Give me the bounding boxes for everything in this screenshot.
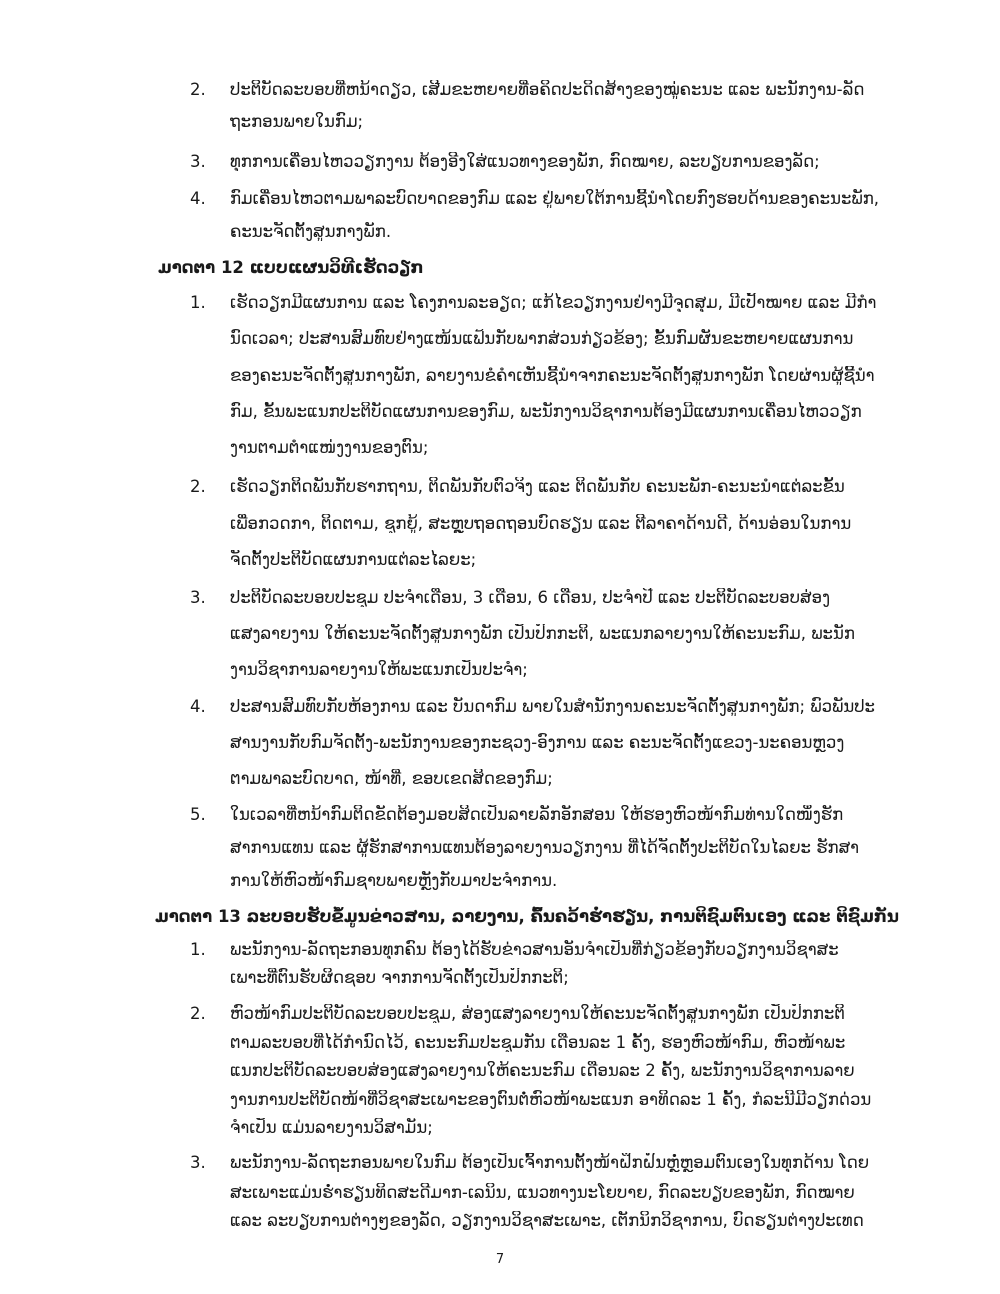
list-number: 2. (190, 1004, 206, 1023)
text-line: ຖະກອນພາຍໃນກົມ; (230, 112, 364, 131)
text-line: ຕາມລະບອບທີ່ໄດ້ກໍານົດໄວ້, ຄະນະກົມປະຊຸມກັນ ເດືອນລະ 1 ຄັ້ງ, ຮອງຫົວໜ້າກົມ, ຫົວໜ້າພະ (230, 1033, 846, 1052)
list-number: 1. (190, 940, 206, 959)
text-line: ຂອງຄະນະຈັດຕັ້ງສູນກາງພັກ, ລາຍງານຂໍຄໍາເຫັນຊີ້ນໍາຈາກຄະນະຈັດຕັ້ງສູນກາງພັກ ໂດຍຜ່ານຜູ້ຊີ້ນໍາ (230, 366, 875, 385)
text-line: ຈໍາເປັນ ແມ່ນລາຍງານວິສາມັນ; (230, 1118, 433, 1137)
text-line: ງານການປະຕິບັດໜ້າທີ່ວິຊາສະເພາະຂອງຕົນຕໍ່ຫົວໜ້າພະແນກ ອາທິດລະ 1 ຄັ້ງ, ກໍລະນີມີວຽກດ່ວນ (230, 1090, 872, 1109)
list-number: 5. (190, 805, 206, 824)
list-number: 2. (190, 80, 206, 99)
text-line: ກົມເຄື່ອນໄຫວຕາມພາລະບົດບາດຂອງກົມ ແລະ ຢູ່ພາຍໃຕ້ການຊີ້ນໍາໂດຍກົງຮອບດ້ານຂອງຄະນະພັກ, (230, 189, 880, 208)
text-line: ເຮັດວຽກມີແຜນການ ແລະ ໂຄງການລະອຽດ; ແກ້ໄຂວຽກງານຢ່າງມີຈຸດສຸມ, ມີເປົ້າໝາຍ ແລະ ມີກໍາ (230, 293, 877, 312)
text-line: ຄະນະຈັດຕັ້ງສູນກາງພັກ. (230, 222, 392, 241)
text-line: ເພື່ອກວດກາ, ຕິດຕາມ, ຊຸກຍູ້, ສະຫຼຸບຖອດຖອນບົດຮຽນ ແລະ ຕີລາຄາດ້ານດີ, ດ້ານອ່ອນໃນການ (230, 514, 852, 533)
text-line: ແນກປະຕິບັດລະບອບສ່ອງແສງລາຍງານໃຫ້ຄະນະກົມ ເດືອນລະ 2 ຄັ້ງ, ພະນັກງານວິຊາການລາຍ (230, 1061, 855, 1080)
text-line: ຕາມພາລະບົດບາດ, ໜ້າທີ່, ຂອບເຂດສິດຂອງກົມ; (230, 769, 553, 788)
text-line: ແສງລາຍງານ ໃຫ້ຄະນະຈັດຕັ້ງສູນກາງພັກ ເປັນປົກກະຕິ, ພະແນກລາຍງານໃຫ້ຄະນະກົມ, ພະນັກ (230, 624, 855, 643)
list-number: 3. (190, 588, 206, 607)
list-number: 3. (190, 1153, 206, 1172)
text-line: ປະຕິບັດລະບອບປະຊຸມ ປະຈໍາເດືອນ, 3 ເດືອນ, 6 ເດືອນ, ປະຈໍາປີ ແລະ ປະຕິບັດລະບອບສ່ອງ (230, 588, 831, 607)
text-line: ສາການແທນ ແລະ ຜູ້ຮັກສາການແທນຕ້ອງລາຍງານວຽກງານ ທີ່ໄດ້ຈັດຕັ້ງປະຕິບັດໃນໄລຍະ ຮັກສາ (230, 838, 860, 857)
article-heading: ມາດຕາ 12 ແບບແຜນວິທີເຮັດວຽກ (158, 258, 424, 277)
page-number: 7 (495, 1252, 505, 1267)
text-line: ແລະ ລະບຽບການຕ່າງໆຂອງລັດ, ວຽກງານວິຊາສະເພາະ, ເຕັກນິກວິຊາການ, ບົດຮຽນຕ່າງປະເທດ (230, 1211, 864, 1230)
text-line: ໃນເວລາທີ່ຫນ້າກົມຕິດຂັດຕ້ອງມອບສິດເປັນລາຍລັກອັກສອນ ໃຫ້ຮອງຫົວໜ້າກົມທ່ານໃດໜຶ່ງຮັກ (230, 805, 844, 824)
text-line: ງານຕາມຕໍາແໜ່ງງານຂອງຕົນ; (230, 438, 429, 457)
text-line: ນົດເວລາ; ປະສານສົມທົບຢ່າງແໜ້ນແຟ້ນກັບພາກສ່ວນກ່ຽວຂ້ອງ; ຂັ້ນກົມຜັນຂະຫຍາຍແຜນການ (230, 329, 854, 348)
article-heading: ມາດຕາ 13 ລະບອບຮັບຂໍ້ມູນຂ່າວສານ, ລາຍງານ, ຄົ້ນຄວ້າຮໍ່າຮຽນ, ການຕິຊົມຕົນເອງ ແລະ ຕິຊົມກັນ (155, 907, 899, 926)
text-line: ເພາະທີ່ຕົນຮັບຜິດຊອບ ຈາກການຈັດຕັ້ງເປັນປົກກະຕິ; (230, 968, 569, 987)
list-number: 3. (190, 152, 206, 171)
text-line: ການໃຫ້ຫົວໜ້າກົມຊາບພາຍຫຼັງກັບມາປະຈໍາການ. (230, 871, 558, 890)
text-line: ພະນັກງານ-ລັດຖະກອນທຸກຄົນ ຕ້ອງໄດ້ຮັບຂ່າວສານອັນຈໍາເປັນທີ່ກ່ຽວຂ້ອງກັບວຽກງານວິຊາສະ (230, 940, 839, 959)
text-line: ສານງານກັບກົມຈັດຕັ້ງ-ພະນັກງານຂອງກະຊວງ-ອົງການ ແລະ ຄະນະຈັດຕັ້ງແຂວງ-ນະຄອນຫຼວງ (230, 733, 845, 752)
list-number: 2. (190, 477, 206, 496)
text-line: ທຸກການເຄື່ອນໄຫວວຽກງານ ຕ້ອງອີງໃສ່ແນວທາງຂອງພັກ, ກົດໝາຍ, ລະບຽບການຂອງລັດ; (230, 152, 820, 171)
text-line: ປະສານສົມທົບກັບຫ້ອງການ ແລະ ບັນດາກົມ ພາຍໃນສໍານັກງານຄະນະຈັດຕັ້ງສູນກາງພັກ; ພົວພັນປະ (230, 697, 875, 716)
list-number: 4. (190, 697, 206, 716)
text-line: ຈັດຕັ້ງປະຕິບັດແຜນການແຕ່ລະໄລຍະ; (230, 550, 477, 569)
text-line: ພະນັກງານ-ລັດຖະກອນພາຍໃນກົມ ຕ້ອງເປັນເຈົ້າການຕັ້ງໜ້າຝຶກຝົນຫຼໍ່ຫຼອມຕົນເອງໃນທຸກດ້ານ ໂດຍ (230, 1153, 870, 1172)
text-line: ເຮັດວຽກຕິດພັນກັບຮາກຖານ, ຕິດພັນກັບຕົວຈິງ ແລະ ຕິດພັນກັບ ຄະນະພັກ-ຄະນະນໍາແຕ່ລະຂັ້ນ (230, 477, 845, 496)
text-line: ກົມ, ຂັ້ນພະແນກປະຕິບັດແຜນການຂອງກົມ, ພະນັກງານວິຊາການຕ້ອງມີແຜນການເຄື່ອນໄຫວວຽກ (230, 402, 862, 421)
text-line: ສະເພາະແມ່ນຮໍ່າຮຽນທິດສະດີມາກ-ເລນິນ, ແນວທາງນະໂຍບາຍ, ກົດລະບຽບຂອງພັກ, ກົດໝາຍ (230, 1183, 855, 1202)
text-line: ປະຕິບັດລະບອບທີ່ຫນ້າດຽວ, ເສີມຂະຫຍາຍທີ່ອຄິດປະດິດສ້າງຂອງໝູ່ຄະນະ ແລະ ພະນັກງານ-ລັດ (230, 80, 865, 99)
list-number: 4. (190, 189, 206, 208)
list-number: 1. (190, 293, 206, 312)
text-line: ງານວິຊາການລາຍງານໃຫ້ພະແນກເປັນປະຈໍາ; (230, 660, 528, 679)
text-line: ຫົວໜ້າກົມປະຕິບັດລະບອບປະຊຸມ, ສ່ອງແສງລາຍງານໃຫ້ຄະນະຈັດຕັ້ງສູນກາງພັກ ເປັນປົກກະຕິ (230, 1004, 845, 1023)
